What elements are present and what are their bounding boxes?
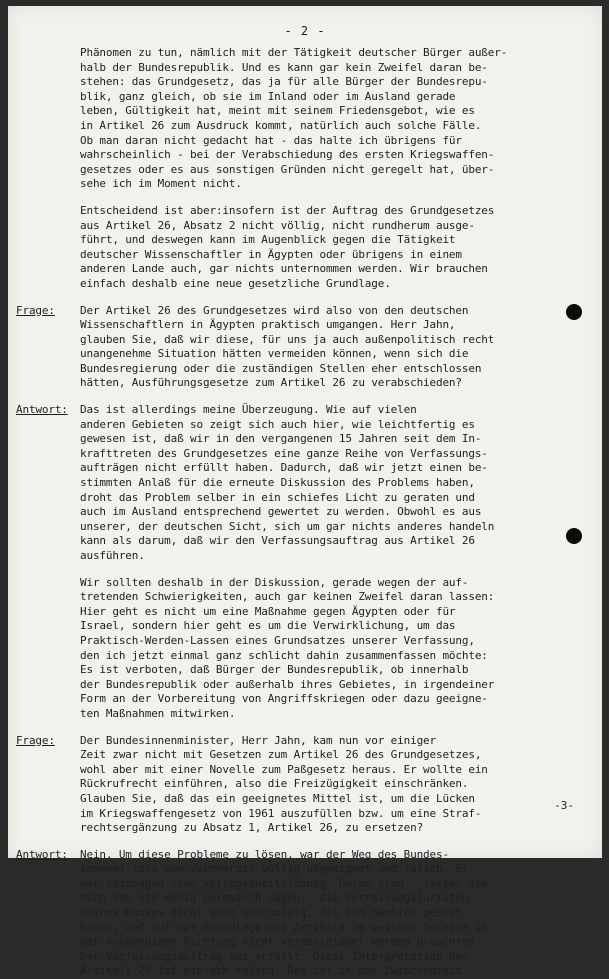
punch-hole <box>566 528 582 544</box>
paragraph <box>80 204 588 292</box>
punch-hole <box>566 304 582 320</box>
line-text: krafttreten des Grundgesetzes eine ganze Reihe von Verfassungs- <box>80 446 488 460</box>
line-text: Form an der Vorbereitung von Angriffskriegen oder dazu geeigne- <box>80 692 488 706</box>
text-line <box>80 75 588 90</box>
line-text: Hier geht es nicht um eine Maßnahme gegen Ägypten oder für <box>80 604 456 618</box>
text-line <box>80 678 588 693</box>
line-text: hätten, Ausführungsgesetze zum Artikel 26 zu verabschieden? <box>80 376 462 390</box>
paragraph-gap <box>80 722 588 734</box>
line-text: Ob man daran nicht gedacht hat - das halte ich übrigens für <box>80 133 462 147</box>
text-line <box>80 262 588 277</box>
line-text: Wir sollten deshalb in der Diskussion, gerade wegen der auf- <box>80 575 469 589</box>
line-text: deutscher Wissenschaftler in Ägypten oder übrigens in einem <box>80 247 462 261</box>
text-line <box>80 748 588 763</box>
text-line <box>80 376 588 391</box>
paragraph-gap <box>80 564 588 576</box>
speaker-label: Antwort: <box>16 847 68 861</box>
text-line <box>16 403 588 418</box>
speaker-label: Antwort: <box>16 403 68 417</box>
line-text: haben, daß auf der Grundlage des Artikels 26 weitere Gesetze in <box>80 920 488 934</box>
text-line <box>80 447 588 462</box>
text-line <box>80 862 588 877</box>
line-text: gesetzes oder es aus sonstigen Gründen nicht geregelt hat, über- <box>80 162 495 176</box>
next-page-marker: -3- <box>554 799 574 812</box>
line-text: Glauben Sie, daß das ein geeignetes Mittel ist, um die Lücken <box>80 791 475 805</box>
text-line <box>80 891 588 906</box>
text-line <box>80 634 588 649</box>
text-line <box>80 792 588 807</box>
line-text: blik, ganz gleich, ob sie im Inland oder im Ausland gerade <box>80 89 456 103</box>
line-text: ten Maßnahmen mitwirken. <box>80 706 236 720</box>
text-line <box>80 534 588 549</box>
line-text: droht das Problem selber in ein schiefes Licht zu geraten und <box>80 490 475 504</box>
line-text: innenmi ters von vornherein völlig ungeeignet und falsch. Er <box>80 862 469 876</box>
line-text: der Bundesrepublik oder außerhalb ihres Gebietes, in irgendeiner <box>80 677 495 691</box>
text-line <box>80 821 588 836</box>
text-line <box>80 707 588 722</box>
line-text: seines Hauses nicht ganz unschuldig, die ihm nämlich gesagt <box>80 906 462 920</box>
paragraph <box>80 576 588 722</box>
line-text: kann als darum, daß wir den Verfassungsauftrag aus Artikel 26 <box>80 534 475 548</box>
line-text: halb der Bundesrepublik. Und es kann gar kein Zweifel daran be- <box>80 60 488 74</box>
text-line <box>80 461 588 476</box>
paragraph-gap <box>80 192 588 204</box>
line-text: einfach deshalb eine neue gesetzliche Grundlage. <box>80 276 391 290</box>
line-text: Rückrufrecht einführen, also die Freizügigkeit einschränken. <box>80 777 469 791</box>
text-line <box>80 807 588 822</box>
text-line <box>80 692 588 707</box>
text-line <box>80 906 588 921</box>
line-text: Phänomen zu tun, nämlich mit der Tätigkeit deutscher Bürger außer- <box>80 46 508 59</box>
line-text: unserer, der deutschen Sicht, sich um gar nichts anderes handeln <box>80 519 495 533</box>
line-text: wahrscheinlich - bei der Verabschiedung des ersten Kriegswaffen- <box>80 148 495 162</box>
line-text: anderen Gebieten so zeigt sich auch hier, wie leichtfertig es <box>80 417 475 431</box>
line-text: Wissenschaftlern in Ägypten praktisch umgangen. Herr Jahn, <box>80 318 456 332</box>
text-line <box>80 248 588 263</box>
text-line <box>80 921 588 936</box>
text-line <box>80 520 588 535</box>
line-text: Das ist allerdings meine Überzeugung. Wie auf vielen <box>80 403 417 417</box>
qa-paragraph <box>16 403 588 564</box>
text-line <box>80 663 588 678</box>
text-line <box>80 362 588 377</box>
text-line <box>80 233 588 248</box>
line-text: Praktisch-Werden-Lassen eines Grundsatzes unserer Verfassung, <box>80 633 475 647</box>
paragraph-gap <box>80 391 588 403</box>
text-line <box>80 432 588 447</box>
line-text: den ich jetzt einmal ganz schlicht dahin zusammenfassen möchte: <box>80 648 488 662</box>
document-body <box>16 46 588 979</box>
text-line <box>80 935 588 950</box>
line-text: leben, Gültigkeit hat, meint mit seinem Friedensgebot, wie es <box>80 104 475 118</box>
text-line <box>80 148 588 163</box>
line-text: anderen Lande auch, gar nichts unternommen werden. Wir brauchen <box>80 262 488 276</box>
line-text: wohl aber mit einer Novelle zum Paßgesetz heraus. Er wollte ein <box>80 762 488 776</box>
text-line <box>80 605 588 620</box>
line-text: tretenden Schwierigkeiten, auch gar keinen Zweifel daran lassen: <box>80 590 495 604</box>
paragraph <box>80 46 588 192</box>
text-line <box>80 318 588 333</box>
line-text: ausführen. <box>80 549 145 562</box>
text-line <box>80 476 588 491</box>
text-line <box>80 46 588 61</box>
page-number: - 2 - <box>284 24 326 38</box>
qa-paragraph <box>16 847 588 979</box>
text-line <box>80 347 588 362</box>
line-text: glauben Sie, daß wir diese, für uns ja auch außenpolitisch recht <box>80 332 495 346</box>
text-line <box>80 163 588 178</box>
line-text: stehen: das Grundgesetz, das ja für alle Bürger der Bundesrepu- <box>80 75 488 89</box>
line-text: war sozusagen eine Verlegenheitslösung. Daran sind - lassen Sie <box>80 876 488 890</box>
text-line <box>80 549 588 564</box>
qa-paragraph <box>16 733 588 836</box>
line-text: Es ist verboten, daß Bürger der Bundesrepublik, ob innerhalb <box>80 663 469 677</box>
line-text: mich das ein wenig polemisch sagen - die Verfassungsjuristen <box>80 891 469 905</box>
text-line <box>80 104 588 119</box>
text-line <box>80 964 588 979</box>
text-line <box>80 333 588 348</box>
text-line <box>16 303 588 319</box>
qa-paragraph <box>16 303 588 392</box>
line-text: Der Bundesinnenminister, Herr Jahn, kam nun vor einiger <box>80 733 436 747</box>
text-line <box>80 576 588 591</box>
line-text: in Artikel 26 zum Ausdruck kommt, natürlich auch solche Fälle. <box>80 118 482 132</box>
text-line <box>80 418 588 433</box>
speaker-label: Frage: <box>16 303 55 317</box>
text-line <box>80 61 588 76</box>
line-text: im Kriegswaffengesetz von 1961 auszufüllen bzw. um eine Straf- <box>80 806 482 820</box>
paragraph-gap <box>80 292 588 304</box>
line-text: aufträgen nicht erfüllt haben. Dadurch, daß wir jetzt einen be- <box>80 461 488 475</box>
text-line <box>16 847 588 863</box>
text-line <box>80 219 588 234</box>
text-line <box>80 505 588 520</box>
text-line <box>80 777 588 792</box>
paragraph-gap <box>80 836 588 848</box>
line-text: unangenehme Situation hätten vermeiden können, wenn sich die <box>80 347 469 361</box>
line-text: gewesen ist, daß wir in den vergangenen 15 Jahren seit dem In- <box>80 432 482 446</box>
line-text: Artikels 26 ist einfach falsch. Das ist in der Zwischenzeit <box>80 964 462 978</box>
line-text: stimmten Anlaß für die erneute Diskussion des Problems haben, <box>80 476 475 490</box>
text-line <box>80 177 588 192</box>
line-text: Entscheidend ist aber:insofern ist der Auftrag des Grundgesetzes <box>80 203 495 217</box>
line-text: Der Artikel 26 des Grundgesetzes wird also von den deutschen <box>80 303 469 317</box>
line-text: Zeit zwar nicht mit Gesetzen zum Artikel 26 des Grundgesetzes, <box>80 748 482 762</box>
text-line <box>80 950 588 965</box>
text-line <box>16 733 588 749</box>
line-text: Nein. Um diese Probleme zu lösen, war der Weg des Bundes- <box>80 847 449 861</box>
text-line <box>80 119 588 134</box>
text-line <box>80 877 588 892</box>
line-text: sehe ich im Moment nicht. <box>80 177 242 191</box>
line-text: rechtsergänzung zu Absatz 1, Artikel 26, zu ersetzen? <box>80 821 424 835</box>
text-line <box>80 649 588 664</box>
text-line <box>80 134 588 149</box>
line-text: aus Artikel 26, Absatz 2 nicht völlig, nicht rundherum ausge- <box>80 218 475 232</box>
speaker-label: Frage: <box>16 733 55 747</box>
line-text: führt, und deswegen kann im Augenblick gegen die Tätigkeit <box>80 233 456 247</box>
text-line <box>80 491 588 506</box>
line-text: der notwendigen Richtung nicht verabschiedet werden brauchten. <box>80 935 482 949</box>
text-line <box>80 763 588 778</box>
line-text: Bundesregierung oder die zuständigen Stellen eher entschlossen <box>80 361 482 375</box>
text-line <box>80 277 588 292</box>
text-line <box>80 90 588 105</box>
text-line <box>80 619 588 634</box>
document-page <box>8 6 602 978</box>
text-line <box>80 590 588 605</box>
text-line <box>80 204 588 219</box>
line-text: auch im Ausland entsprechend gewertet zu werden. Obwohl es aus <box>80 505 482 519</box>
line-text: Der Verfassungsauftrag sei erfüllt. Diese Interpretation des <box>80 949 469 963</box>
line-text: Israel, sondern hier geht es um die Verwirklichung, um das <box>80 619 456 633</box>
